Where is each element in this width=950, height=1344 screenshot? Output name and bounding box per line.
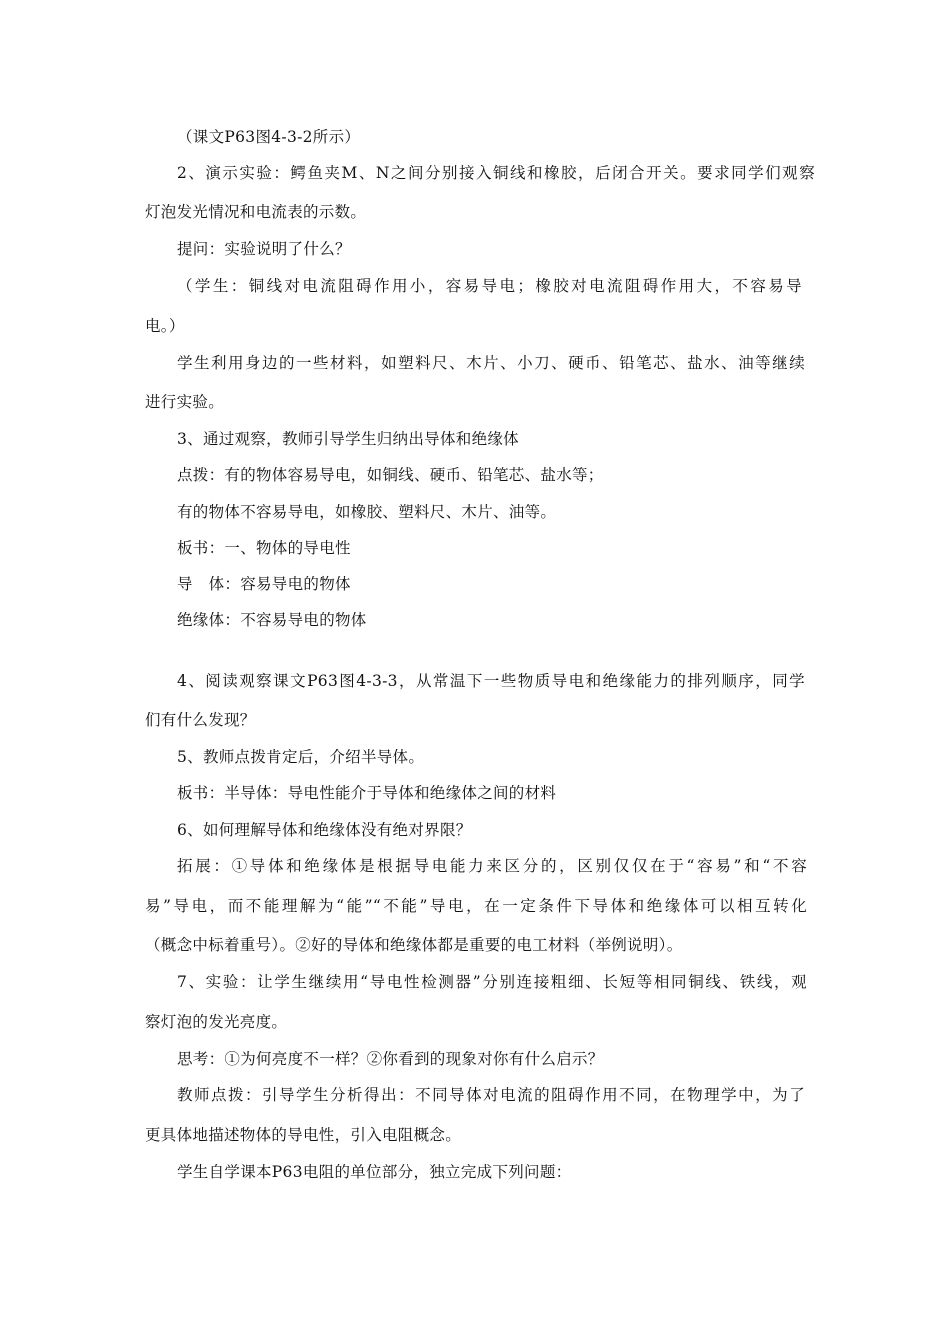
text-line: 3、通过观察，教师引导学生归纳出导体和绝缘体 <box>177 430 519 448</box>
text-line: 学生自学课本P63电阻的单位部分，独立完成下列问题： <box>177 1163 572 1181</box>
text-line: 察灯泡的发光亮度。 <box>145 1013 288 1031</box>
text-line: 点拨：有的物体容易导电，如铜线、硬币、铅笔芯、盐水等； <box>177 466 604 484</box>
text-line: 6、如何理解导体和绝缘体没有绝对界限？ <box>177 821 472 839</box>
text-line: 有的物体不容易导电，如橡胶、塑料尺、木片、油等。 <box>177 503 557 521</box>
text-line: （课文P63图4-3-2所示） <box>177 128 361 146</box>
text-line: 们有什么发现？ <box>145 711 256 729</box>
text-line: 拓展：①导体和绝缘体是根据导电能力来区分的，区别仅仅在于“容易”和“不容 <box>177 857 807 875</box>
text-line: 7、实验：让学生继续用“导电性检测器”分别连接粗细、长短等相同铜线、铁线，观 <box>177 973 807 991</box>
text-line: 绝缘体：不容易导电的物体 <box>177 611 367 629</box>
text-line: 5、教师点拨肯定后，介绍半导体。 <box>177 748 425 766</box>
text-line: （概念中标着重号）。②好的导体和绝缘体都是重要的电工材料（举例说明）。 <box>145 936 683 954</box>
text-line: 2、演示实验：鳄鱼夹M、N之间分别接入铜线和橡胶，后闭合开关。要求同学们观察 <box>177 164 815 182</box>
text-line: 进行实验。 <box>145 393 225 411</box>
text-line: 导 体：容易导电的物体 <box>177 575 351 593</box>
text-line: 4、阅读观察课文P63图4-3-3，从常温下一些物质导电和绝缘能力的排列顺序，同学 <box>177 672 805 690</box>
text-line: 板书：一、物体的导电性 <box>177 539 351 557</box>
text-line: 板书：半导体：导电性能介于导体和绝缘体之间的材料 <box>177 784 557 802</box>
text-line: 电。） <box>145 317 185 335</box>
text-line: 思考：①为何亮度不一样？②你看到的现象对你有什么启示？ <box>177 1050 604 1068</box>
text-line: 更具体地描述物体的导电性，引入电阻概念。 <box>145 1126 462 1144</box>
text-line: 学生利用身边的一些材料，如塑料尺、木片、小刀、硬币、铅笔芯、盐水、油等继续 <box>177 354 805 372</box>
text-line: 提问：实验说明了什么？ <box>177 240 351 258</box>
text-line: （学生：铜线对电流阻碍作用小，容易导电；橡胶对电流阻碍作用大，不容易导 <box>177 277 802 295</box>
text-line: 教师点拨：引导学生分析得出：不同导体对电流的阻碍作用不同，在物理学中，为了 <box>177 1086 805 1104</box>
text-line: 灯泡发光情况和电流表的示数。 <box>145 203 367 221</box>
text-line: 易”导电，而不能理解为“能”“不能”导电，在一定条件下导体和绝缘体可以相互转化 <box>145 897 807 915</box>
